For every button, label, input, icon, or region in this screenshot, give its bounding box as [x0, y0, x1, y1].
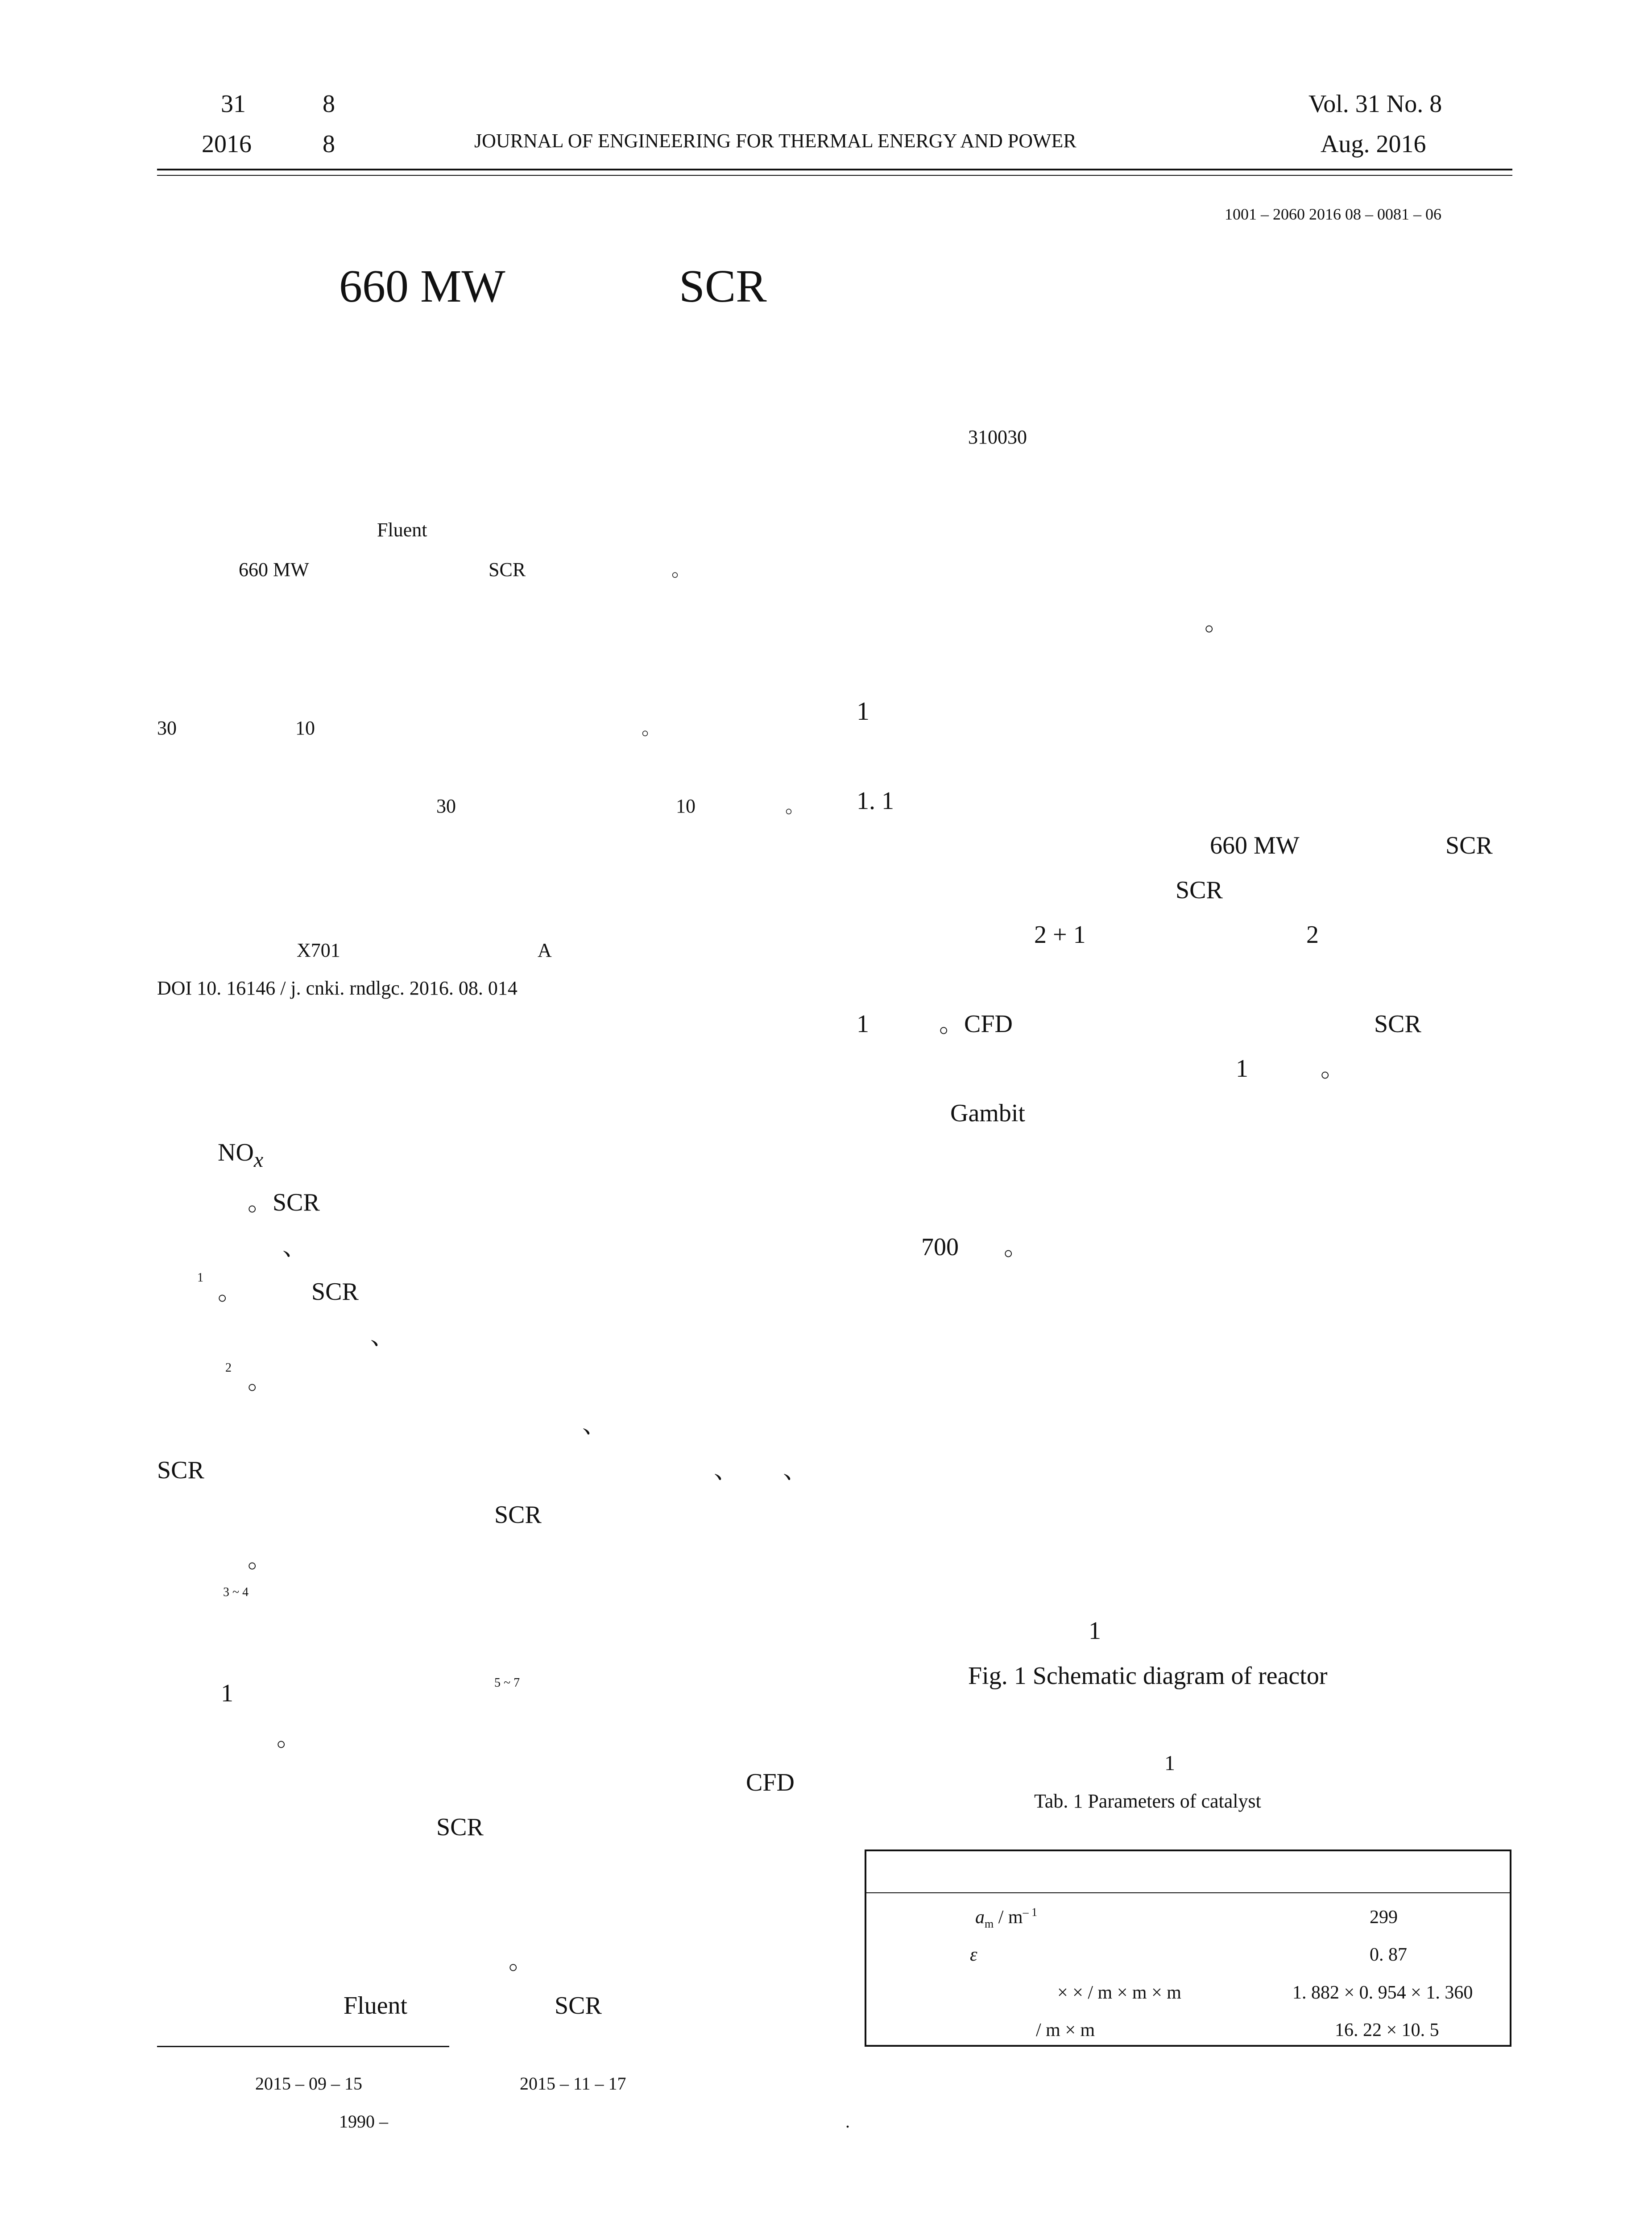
intro-scr-6: SCR — [555, 1992, 602, 2020]
intro-dot-6: 。 — [509, 1947, 534, 1975]
header-year: 2016 — [202, 130, 252, 158]
intro-scr-4: SCR — [494, 1501, 542, 1529]
right-fig-ref-2: 1 — [1236, 1055, 1248, 1082]
received-date: 2015 – 09 – 15 — [255, 2073, 362, 2094]
nox: NOx — [218, 1139, 264, 1172]
intro-dot-1: 。 — [218, 1278, 243, 1306]
intro-cfd: CFD — [746, 1769, 795, 1796]
ref-1: 1 — [197, 1271, 203, 1285]
clc-number: X701 — [297, 939, 340, 961]
table-1 — [865, 1849, 1511, 2047]
table-1-caption: Tab. 1 Parameters of catalyst — [1034, 1790, 1261, 1812]
right-fig-ref-1: 1 — [857, 1010, 869, 1038]
header-month: 8 — [323, 130, 335, 158]
intro-dot-4: 。 — [248, 1546, 273, 1573]
section-1-heading: 1 — [857, 697, 869, 726]
row-label-cross-section: / m × m — [1036, 2020, 1095, 2040]
intro-scr-2: SCR — [311, 1278, 359, 1306]
table-header-rule — [866, 1892, 1510, 1893]
row-value: 0. 87 — [1370, 1945, 1407, 1965]
right-dot-2: 。 — [1321, 1055, 1346, 1082]
right-660mw: 660 MW — [1210, 832, 1300, 859]
title-left: 660 MW — [339, 261, 505, 312]
abstract-fluent: Fluent — [377, 519, 427, 541]
footnote-rule — [157, 2046, 449, 2047]
right-dot-top: 。 — [1205, 609, 1230, 636]
ref-5-7: 5 ~ 7 — [494, 1676, 520, 1690]
section-1-1-heading: 1. 1 — [857, 787, 894, 815]
abstract-dot-3: 。 — [785, 795, 805, 817]
intro-dot-5: 。 — [277, 1724, 302, 1752]
figure-1-caption: Fig. 1 Schematic diagram of reactor — [968, 1662, 1328, 1690]
author-born: 1990 – — [339, 2111, 388, 2131]
intro-dot-2: 。 — [248, 1367, 273, 1395]
intro-dun-2: 、 — [370, 1323, 395, 1350]
ref-3-4: 3 ~ 4 — [223, 1585, 249, 1599]
row-label-porosity: ε — [970, 1945, 977, 1965]
right-gambit: Gambit — [950, 1099, 1025, 1127]
title-right: SCR — [679, 261, 767, 312]
intro-dun-3: 、 — [582, 1411, 607, 1439]
right-scr-2: SCR — [1176, 876, 1223, 904]
abstract-10: 10 — [295, 717, 315, 739]
intro-scr-1: 。SCR — [248, 1189, 320, 1216]
header-volume: 31 — [221, 90, 246, 118]
header-rule-top — [157, 169, 1512, 170]
row-value: 16. 22 × 10. 5 — [1335, 2020, 1439, 2040]
abstract-10b: 10 — [676, 795, 696, 817]
intro-dun-5: 、 — [783, 1456, 808, 1484]
header-vol-no-en: Vol. 31 No. 8 — [1308, 90, 1442, 118]
abstract-dot-1: 。 — [671, 559, 691, 581]
abstract-30b: 30 — [436, 795, 456, 817]
right-700: 700 — [921, 1233, 959, 1261]
article-number: 1001 – 2060 2016 08 – 0081 – 06 — [1225, 205, 1441, 223]
row-label-specific-area: $a_m / m^{- 1}$ — [975, 1906, 1038, 1930]
right-cfd: 。CFD — [939, 1010, 1013, 1038]
abstract-660mw: 660 MW — [239, 559, 309, 581]
right-2plus1: 2 + 1 — [1034, 921, 1086, 949]
header-issue: 8 — [323, 90, 335, 118]
figure-1-image-area — [861, 1276, 1512, 1597]
row-value: 299 — [1370, 1907, 1398, 1928]
revised-date: 2015 – 11 – 17 — [520, 2073, 626, 2094]
figure-1-number: 1 — [1089, 1617, 1101, 1645]
doi: DOI 10. 16146 / j. cnki. rndlgc. 2016. 08. 014 — [157, 977, 518, 999]
table-1-number: 1 — [1164, 1751, 1175, 1775]
row-label-dimensions: × × / m × m × m — [1057, 1982, 1181, 2003]
right-2: 2 — [1306, 921, 1319, 949]
intro-fluent: Fluent — [344, 1992, 408, 2020]
journal-name: JOURNAL OF ENGINEERING FOR THERMAL ENERGY AND POWER — [474, 130, 1076, 152]
right-scr-1: SCR — [1445, 832, 1493, 859]
intro-scr-3: SCR — [157, 1456, 204, 1484]
intro-num-1: 1 — [221, 1679, 233, 1707]
abstract-dot-2: 。 — [642, 717, 661, 739]
header-rule-bottom — [157, 175, 1512, 176]
intro-dun-1: 、 — [282, 1233, 307, 1261]
document-code: A — [538, 939, 552, 961]
header-date-en: Aug. 2016 — [1321, 130, 1426, 158]
abstract-30: 30 — [157, 717, 177, 739]
ref-2: 2 — [225, 1361, 232, 1375]
right-dot-3: 。 — [1004, 1233, 1029, 1261]
intro-scr-5: SCR — [436, 1813, 484, 1841]
row-value: 1. 882 × 0. 954 × 1. 360 — [1292, 1982, 1473, 2003]
postcode: 310030 — [968, 426, 1027, 448]
intro-dun-4: 、 — [714, 1456, 739, 1484]
footnote-dot: . — [845, 2111, 850, 2131]
abstract-scr: SCR — [489, 559, 526, 581]
right-scr-3: SCR — [1374, 1010, 1421, 1038]
